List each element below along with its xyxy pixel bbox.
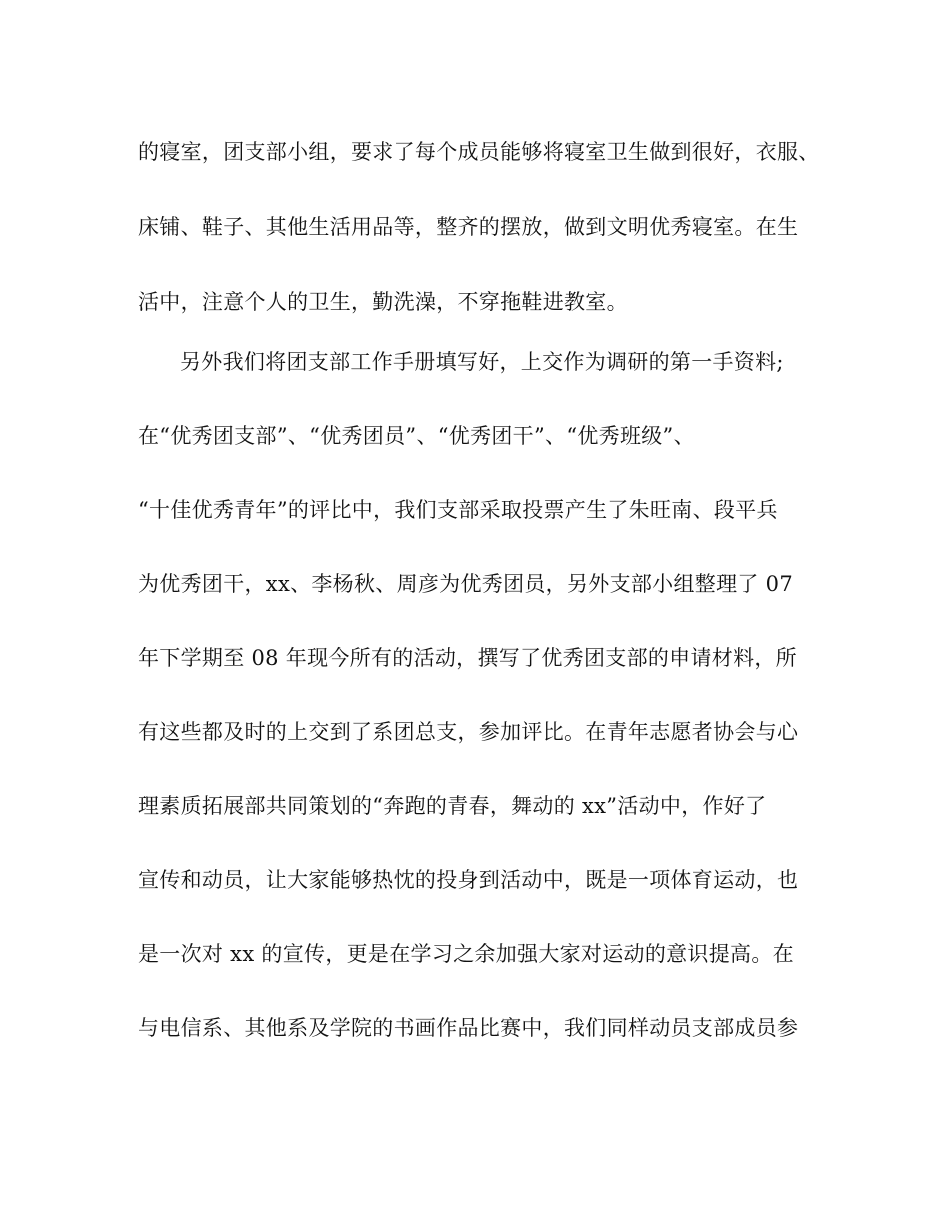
text-line: 活中，注意个人的卫生，勤洗澡，不穿拖鞋进教室。 [138, 290, 628, 314]
text-line: 床铺、鞋子、其他生活用品等，整齐的摆放，做到文明优秀寝室。在生 [138, 215, 799, 239]
paragraph-start-line: 另外我们将团支部工作手册填写好，上交作为调研的第一手资料; [180, 350, 784, 374]
text-line: 理素质拓展部共同策划的“奔跑的青春，舞动的 xx”活动中，作好了 [138, 794, 767, 818]
text-line: 是一次对 xx 的宣传，更是在学习之余加强大家对运动的意识提高。在 [138, 942, 794, 966]
text-line: 宣传和动员，让大家能够热忱的投身到活动中，既是一项体育运动，也 [138, 868, 799, 892]
text-line: 在“优秀团支部”、“优秀团员”、“优秀团干”、“优秀班级”、 [138, 424, 695, 448]
text-line: 与电信系、其他系及学院的书画作品比赛中，我们同样动员支部成员参 [138, 1016, 799, 1040]
text-line: 有这些都及时的上交到了系团总支，参加评比。在青年志愿者协会与心 [138, 720, 799, 744]
text-line: “十佳优秀青年”的评比中，我们支部采取投票产生了朱旺南、段平兵 [138, 498, 778, 522]
text-line: 年下学期至 08 年现今所有的活动，撰写了优秀团支部的申请材料，所 [138, 646, 797, 670]
text-line: 为优秀团干，xx、李杨秋、周彦为优秀团员，另外支部小组整理了 07 [138, 572, 793, 596]
text-line: 的寝室，团支部小组，要求了每个成员能够将寝室卫生做到很好，衣服、 [138, 140, 820, 164]
